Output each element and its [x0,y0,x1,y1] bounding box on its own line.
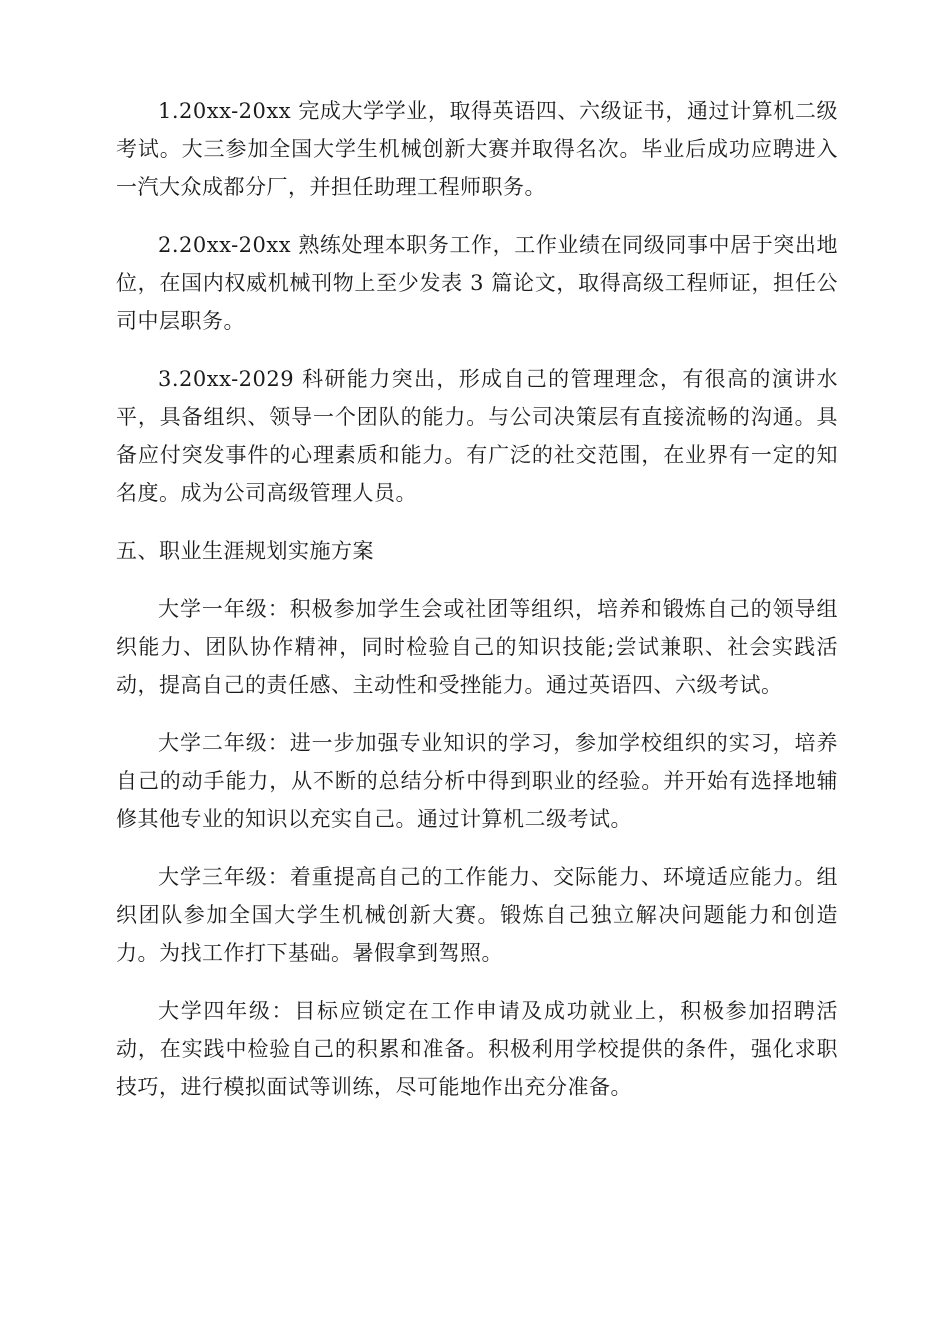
section-heading: 五、职业生涯规划实施方案 [116,539,374,563]
goal-paragraph-1: 1.20xx-20xx 完成大学学业，取得英语四、六级证书，通过计算机二级考试。大三参加全国大学生机械创新大赛并取得名次。毕业后成功应聘进入一汽大众成都分厂，并担任助理工程师职务。 [116,99,838,199]
goal-paragraph-2: 2.20xx-20xx 熟练处理本职务工作，工作业绩在同级同事中居于突出地位，在国内权威机械刊物上至少发表 3 篇论文，取得高级工程师证，担任公司中层职务。 [116,233,838,333]
plan-paragraph-year-4: 大学四年级：目标应锁定在工作申请及成功就业上，积极参加招聘活动，在实践中检验自己的积累和准备。积极利用学校提供的条件，强化求职技巧，进行模拟面试等训练，尽可能地作出充分准备。 [116,999,838,1099]
goal-paragraph-3: 3.20xx-2029 科研能力突出，形成自己的管理理念，有很高的演讲水平，具备组织、领导一个团队的能力。与公司决策层有直接流畅的沟通。具备应付突发事件的心理素质和能力。有广泛的社交范围，在业界有一定的知名度。成为公司高级管理人员。 [116,367,838,505]
plan-paragraph-year-2: 大学二年级：进一步加强专业知识的学习，参加学校组织的实习，培养自己的动手能力，从不断的总结分析中得到职业的经验。并开始有选择地辅修其他专业的知识以充实自己。通过计算机二级考试。 [116,731,838,831]
document-body [116,92,838,1126]
plan-paragraph-year-1: 大学一年级：积极参加学生会或社团等组织，培养和锻炼自己的领导组织能力、团队协作精神，同时检验自己的知识技能;尝试兼职、社会实践活动，提高自己的责任感、主动性和受挫能力。通过英语四、六级考试。 [116,597,838,697]
plan-paragraph-year-3: 大学三年级：着重提高自己的工作能力、交际能力、环境适应能力。组织团队参加全国大学生机械创新大赛。锻炼自己独立解决问题能力和创造力。为找工作打下基础。暑假拿到驾照。 [116,865,838,965]
